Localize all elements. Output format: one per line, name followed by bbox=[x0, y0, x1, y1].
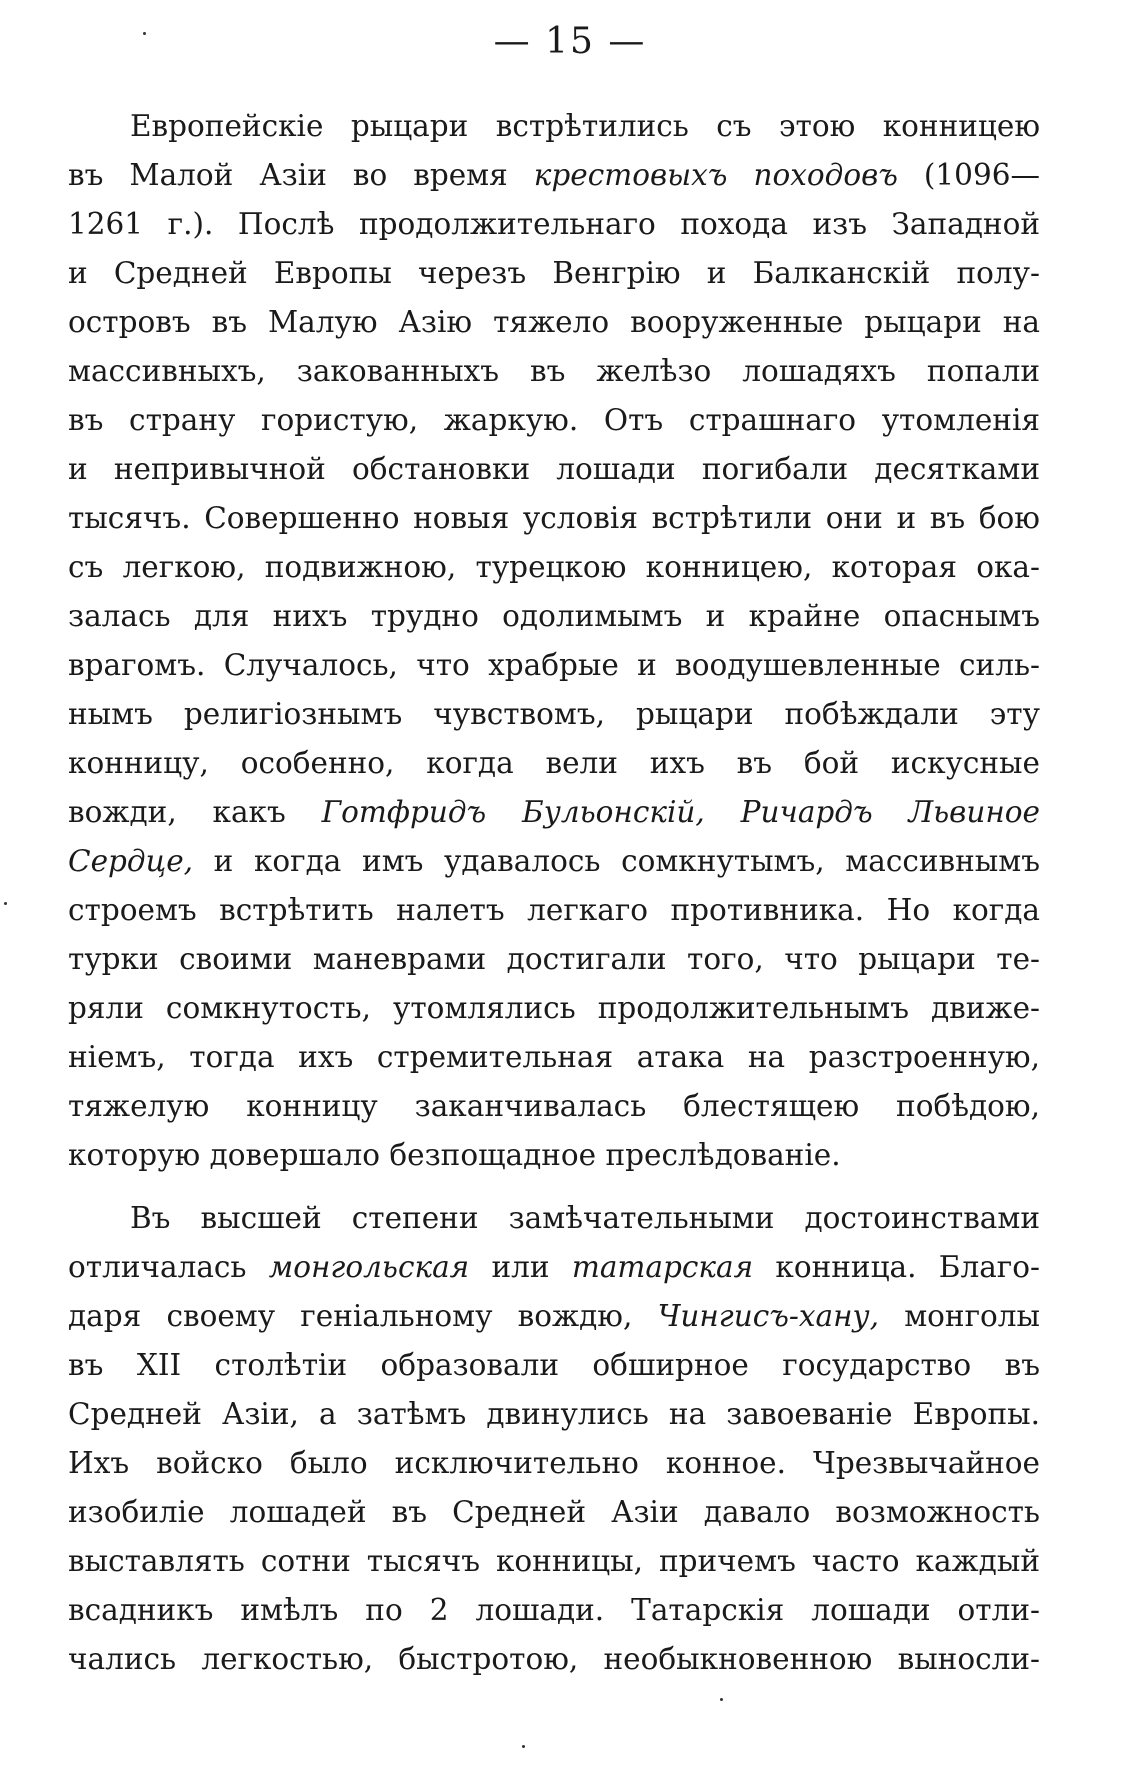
text-line: тысячъ. Совершенно новыя условія встрѣтили они и въ бою bbox=[68, 501, 1040, 535]
text-line: конницу, особенно, когда вели ихъ въ бой искусные bbox=[68, 746, 1040, 780]
text-run: отличалась bbox=[68, 1250, 269, 1284]
italic-term: Сердце, bbox=[68, 844, 194, 878]
text-line: массивныхъ, закованныхъ въ желѣзо лошадяхъ попали bbox=[68, 354, 1040, 388]
paragraph bbox=[68, 1194, 1040, 1684]
text-line: островъ въ Малую Азію тяжело вооруженные рыцари на bbox=[68, 305, 1040, 339]
page-number: — 15 — bbox=[493, 21, 647, 62]
text-line: чались легкостью, быстротою, необыкновенною выносли- bbox=[68, 1642, 1040, 1676]
text-line: тяжелую конницу заканчивалась блестящею побѣдою, bbox=[68, 1089, 1040, 1123]
text-line bbox=[68, 1243, 1040, 1292]
text-line: Ихъ войско было исключительно конное. Чрезвычайное bbox=[68, 1446, 1040, 1480]
italic-term: татарская bbox=[571, 1250, 754, 1284]
text-run: въ Малой Азіи во время bbox=[68, 158, 534, 192]
paragraph bbox=[68, 102, 1040, 1180]
text-line: въ страну гористую, жаркую. Отъ страшнаго утомленія bbox=[68, 403, 1040, 437]
text-run: и когда имъ удавалось сомкнутымъ, массивнымъ bbox=[193, 844, 1040, 878]
text-line: залась для нихъ трудно одолимымъ и крайне опаснымъ bbox=[68, 599, 1040, 633]
paragraph-gap bbox=[68, 1180, 1040, 1194]
text-run: (1096— bbox=[897, 158, 1040, 192]
text-line: Въ высшей степени замѣчательными достоинствами bbox=[130, 1201, 1040, 1235]
text-line: ніемъ, тогда ихъ стремительная атака на разстроенную, bbox=[68, 1040, 1040, 1074]
text-line bbox=[68, 1292, 1040, 1341]
text-run: вожди, какъ bbox=[68, 795, 322, 829]
text-line: и Средней Европы черезъ Венгрію и Балканскій полу- bbox=[68, 256, 1040, 290]
body-text bbox=[68, 102, 1040, 1684]
text-line: выставлять сотни тысячъ конницы, причемъ часто каждый bbox=[68, 1544, 1040, 1578]
print-speck bbox=[4, 902, 7, 905]
text-line: врагомъ. Случалось, что храбрые и воодушевленные силь- bbox=[68, 648, 1040, 682]
text-run: или bbox=[469, 1250, 572, 1284]
text-line: изобиліе лошадей въ Средней Азіи давало возможность bbox=[68, 1495, 1040, 1529]
text-run: монголы bbox=[879, 1299, 1040, 1333]
italic-term: крестовыхъ походовъ bbox=[533, 158, 898, 192]
text-line bbox=[68, 151, 1040, 200]
text-line: турки своими маневрами достигали того, что рыцари те- bbox=[68, 942, 1040, 976]
text-line: строемъ встрѣтить налетъ легкаго противника. Но когда bbox=[68, 893, 1040, 927]
text-line: Европейскіе рыцари встрѣтились съ этою конницею bbox=[130, 109, 1040, 143]
text-line: всадникъ имѣлъ по 2 лошади. Татарскія лошади отли- bbox=[68, 1593, 1040, 1627]
text-line: Средней Азіи, а затѣмъ двинулись на завоеваніе Европы. bbox=[68, 1397, 1040, 1431]
print-speck bbox=[143, 32, 146, 35]
text-run: конница. Благо- bbox=[753, 1250, 1040, 1284]
print-speck bbox=[720, 1698, 723, 1701]
text-line bbox=[68, 788, 1040, 837]
text-line: и непривычной обстановки лошади погибали десятками bbox=[68, 452, 1040, 486]
text-line: которую довершало безпощадное преслѣдованіе. bbox=[68, 1138, 841, 1172]
text-line: ряли сомкнутость, утомлялись продолжительнымъ движе- bbox=[68, 991, 1040, 1025]
italic-term: монгольская bbox=[268, 1250, 470, 1284]
text-line: въ XII столѣтіи образовали обширное государство въ bbox=[68, 1348, 1040, 1382]
text-line: 1261 г.). Послѣ продолжительнаго похода изъ Западной bbox=[68, 207, 1040, 241]
text-line: съ легкою, подвижною, турецкою конницею, которая ока- bbox=[68, 550, 1040, 584]
text-line: нымъ религіознымъ чувствомъ, рыцари побѣждали эту bbox=[68, 697, 1040, 731]
print-speck bbox=[522, 1745, 525, 1748]
italic-term: Чингисъ-хану, bbox=[657, 1299, 879, 1333]
italic-term: Готфридъ Бульонскій, Ричардъ Львиное bbox=[321, 795, 1040, 829]
text-line bbox=[68, 837, 1040, 886]
text-run: даря своему геніальному вождю, bbox=[68, 1299, 658, 1333]
